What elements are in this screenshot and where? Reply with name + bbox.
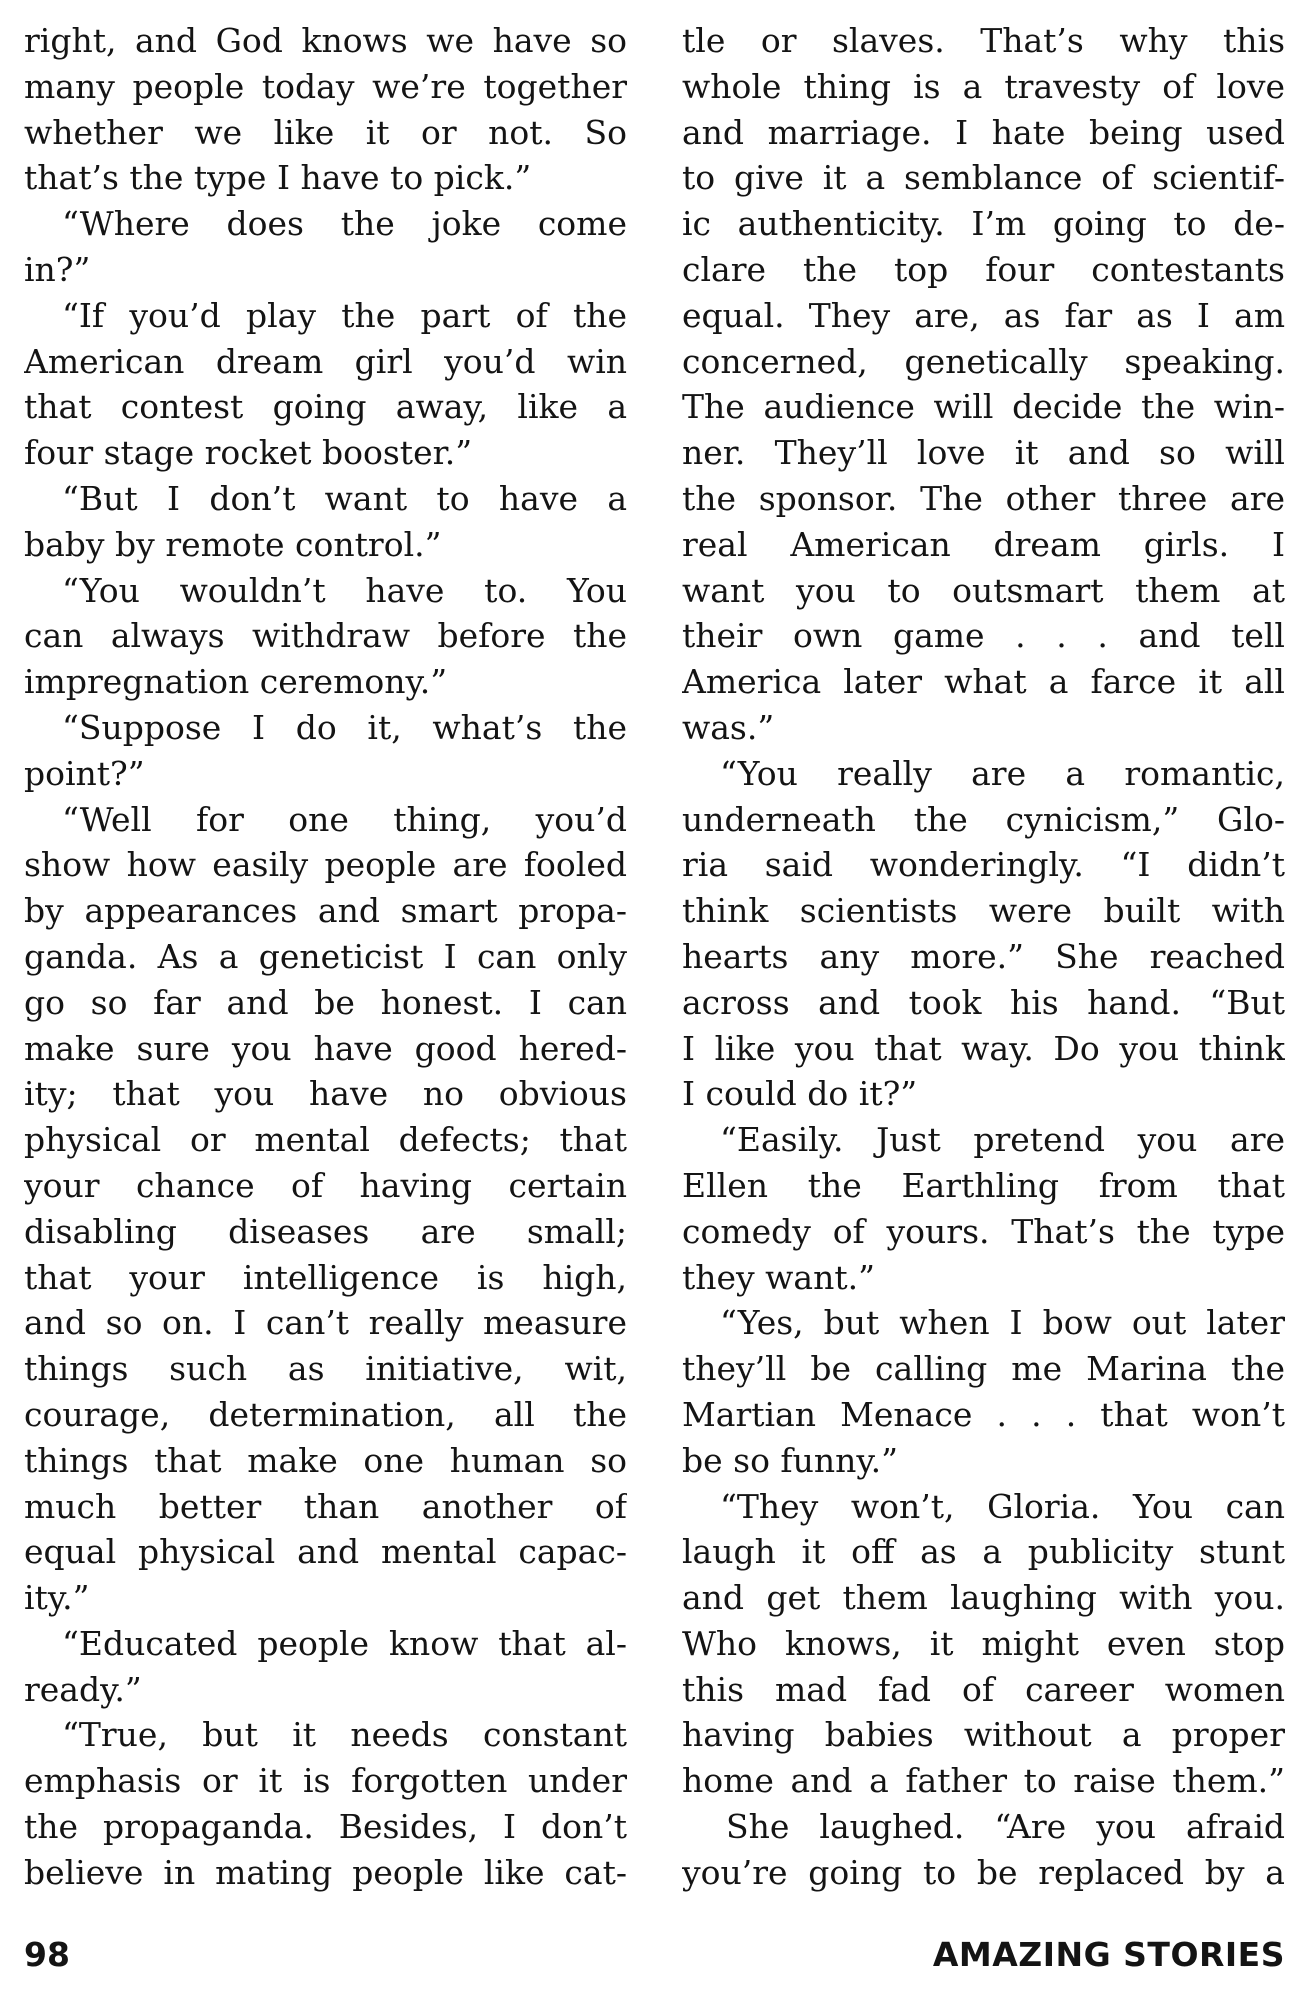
text-line: their own game . . . and tell xyxy=(682,616,1285,656)
text-line: they’ll be calling me Marina the xyxy=(682,1349,1285,1389)
text-line: ner. They’ll love it and so will xyxy=(682,433,1285,473)
text-line: and marriage. I hate being used xyxy=(682,112,1285,152)
text-line: “Easily. Just pretend you are xyxy=(720,1120,1285,1160)
text-line: ic authenticity. I’m going to de- xyxy=(682,204,1285,244)
text-line: this mad fad of career women xyxy=(682,1669,1285,1709)
text-line: that’s the type I have to pick.” xyxy=(24,158,532,198)
text-line: “Yes, but when I bow out later xyxy=(720,1303,1285,1343)
text-line: much better than another of xyxy=(24,1486,627,1526)
text-line: four stage rocket booster.” xyxy=(24,433,473,473)
text-line: ganda. As a geneticist I can only xyxy=(24,936,627,976)
text-line: that contest going away, like a xyxy=(24,387,627,427)
text-line: “You really are a romantic, xyxy=(720,753,1285,793)
text-line: point?” xyxy=(24,753,145,793)
text-line: whole thing is a travesty of love xyxy=(682,66,1285,106)
text-line: impregnation ceremony.” xyxy=(24,662,448,702)
text-line: real American dream girls. I xyxy=(682,524,1285,564)
text-line: you’re going to be replaced by a xyxy=(682,1852,1285,1892)
text-line: “Well for one thing, you’d xyxy=(62,799,627,839)
text-line: that your intelligence is high, xyxy=(24,1257,627,1297)
text-line: “Where does the joke come xyxy=(62,204,627,244)
text-line: physical or mental defects; that xyxy=(24,1120,627,1160)
text-line: believe in mating people like cat- xyxy=(24,1852,627,1892)
text-line: right, and God knows we have so xyxy=(24,21,627,60)
text-line: and so on. I can’t really measure xyxy=(24,1303,627,1343)
text-line: Martian Menace . . . that won’t xyxy=(682,1394,1285,1434)
text-line: think scientists were built with xyxy=(682,891,1285,931)
text-line: the propaganda. Besides, I don’t xyxy=(24,1807,627,1847)
text-line: they want.” xyxy=(682,1257,875,1297)
magazine-title: AMAZING STORIES xyxy=(932,1935,1285,1974)
text-line: ready.” xyxy=(24,1669,142,1709)
text-line: can always withdraw before the xyxy=(24,616,627,656)
text-line: many people today we’re together xyxy=(24,66,627,106)
text-line: to give it a semblance of scientif- xyxy=(682,158,1285,198)
text-line: by appearances and smart propa- xyxy=(24,891,627,931)
text-line: clare the top four contestants xyxy=(682,249,1285,289)
text-line: I like you that way. Do you think xyxy=(682,1028,1285,1068)
left-text-column xyxy=(24,18,627,1896)
text-line: laugh it off as a publicity stunt xyxy=(682,1532,1285,1572)
text-line: America later what a farce it all xyxy=(682,662,1285,702)
text-line: baby by remote control.” xyxy=(24,524,442,564)
text-line: emphasis or it is forgotten under xyxy=(24,1761,627,1801)
page-number: 98 xyxy=(24,1935,70,1974)
text-line: “Suppose I do it, what’s the xyxy=(62,707,627,747)
text-line: equal. They are, as far as I am xyxy=(682,295,1285,335)
text-line: and get them laughing with you. xyxy=(682,1578,1285,1618)
text-line: things such as initiative, wit, xyxy=(24,1349,627,1389)
text-line: the sponsor. The other three are xyxy=(682,478,1285,518)
text-line: ria said wonderingly. “I didn’t xyxy=(682,845,1285,885)
text-line: concerned, genetically speaking. xyxy=(682,341,1285,381)
text-line: comedy of yours. That’s the type xyxy=(682,1211,1285,1251)
text-line: “True, but it needs constant xyxy=(62,1715,627,1755)
text-line: go so far and be honest. I can xyxy=(24,982,627,1022)
text-line: was.” xyxy=(682,707,775,747)
text-line: home and a father to raise them.” xyxy=(682,1761,1285,1801)
text-line: “They won’t, Gloria. You can xyxy=(720,1486,1285,1526)
text-line: disabling diseases are small; xyxy=(24,1211,627,1251)
text-line: “But I don’t want to have a xyxy=(62,478,627,518)
text-line: Ellen the Earthling from that xyxy=(682,1165,1285,1205)
text-line: “Educated people know that al- xyxy=(62,1623,627,1663)
text-line: courage, determination, all the xyxy=(24,1394,627,1434)
text-line: I could do it?” xyxy=(682,1074,918,1114)
text-line: She laughed. “Are you afraid xyxy=(726,1807,1285,1847)
text-line: in?” xyxy=(24,249,91,289)
text-line: “You wouldn’t have to. You xyxy=(62,570,627,610)
text-line: having babies without a proper xyxy=(682,1715,1285,1755)
text-line: “If you’d play the part of the xyxy=(62,295,627,335)
text-line: whether we like it or not. So xyxy=(24,112,627,152)
text-line: your chance of having certain xyxy=(24,1165,627,1205)
text-line: underneath the cynicism,” Glo- xyxy=(682,799,1285,839)
text-line: equal physical and mental capac- xyxy=(24,1532,627,1572)
text-line: show how easily people are fooled xyxy=(24,845,627,885)
text-line: be so funny.” xyxy=(682,1440,899,1480)
text-line: ity.” xyxy=(24,1578,90,1618)
text-line: The audience will decide the win- xyxy=(682,387,1285,427)
text-line: ity; that you have no obvious xyxy=(24,1074,627,1114)
right-text-column xyxy=(682,18,1285,1896)
text-line: tle or slaves. That’s why this xyxy=(682,21,1285,60)
text-line: make sure you have good hered- xyxy=(24,1028,627,1068)
text-line: things that make one human so xyxy=(24,1440,627,1480)
text-line: across and took his hand. “But xyxy=(682,982,1285,1022)
text-line: American dream girl you’d win xyxy=(24,341,627,381)
text-line: want you to outsmart them at xyxy=(682,570,1285,610)
text-line: hearts any more.” She reached xyxy=(682,936,1285,976)
text-line: Who knows, it might even stop xyxy=(682,1623,1285,1663)
